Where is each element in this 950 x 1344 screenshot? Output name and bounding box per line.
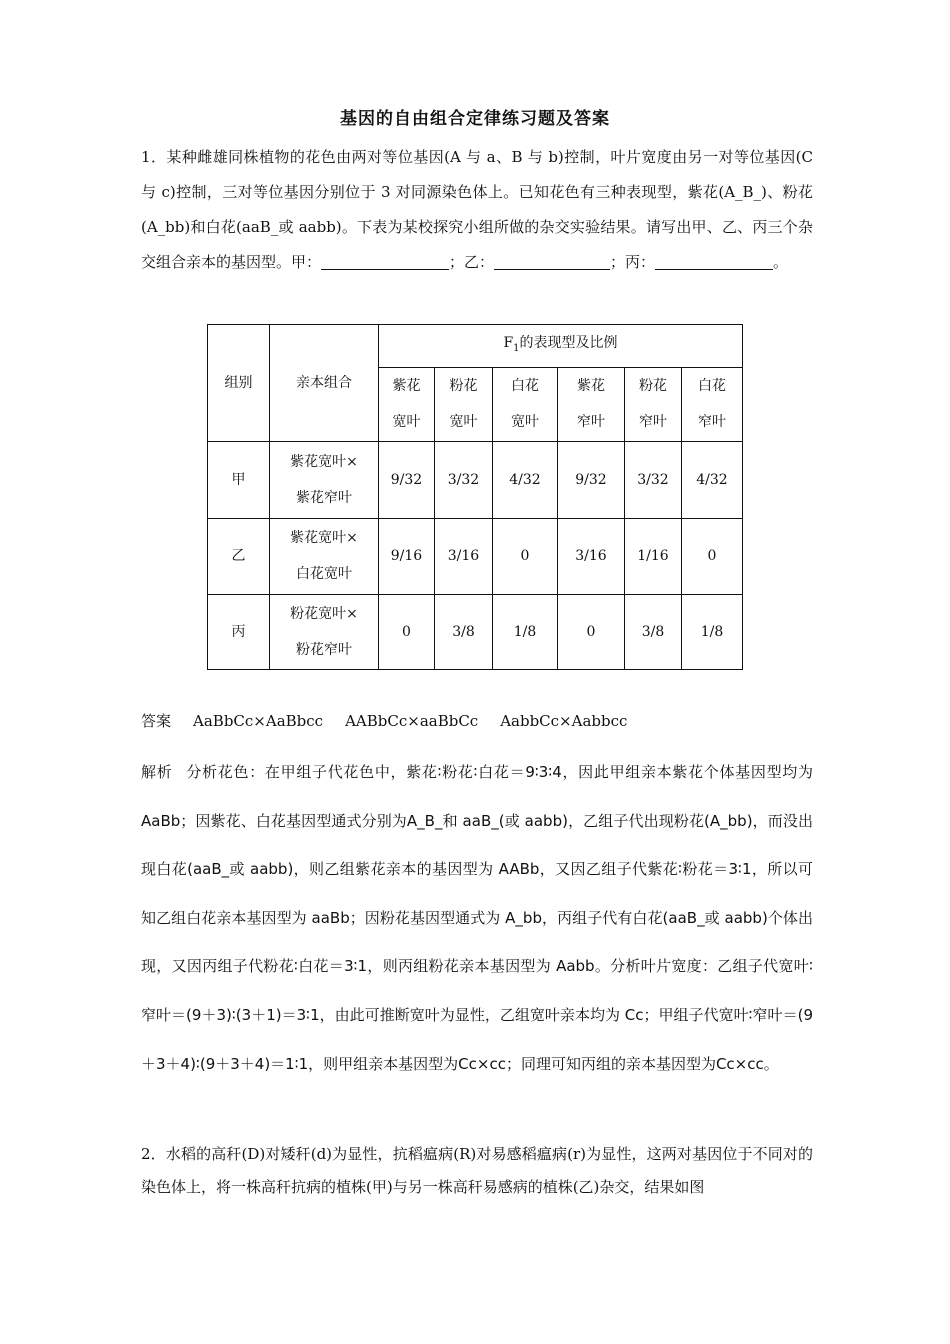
ratio-cell: 1/16: [625, 518, 682, 594]
question-1: [141, 140, 813, 280]
blank-jia[interactable]: [321, 251, 449, 270]
ratio-cell: 0: [682, 518, 743, 594]
ratio-cell: 9/16: [379, 518, 435, 594]
question-1-sep2: ；丙：: [610, 253, 656, 271]
group-cell: 丙: [208, 594, 270, 669]
ratio-cell: 9/32: [558, 441, 625, 518]
phenotype-header: 粉花 窄叶: [625, 367, 682, 441]
ratio-cell: 3/8: [625, 594, 682, 669]
table-row: [208, 594, 743, 669]
table-row: [208, 518, 743, 594]
phenotype-header: 紫花 宽叶: [379, 367, 435, 441]
blank-yi[interactable]: [494, 251, 610, 270]
phenotype-header: 白花 窄叶: [682, 367, 743, 441]
parents-cell: 粉花宽叶× 粉花窄叶: [270, 594, 379, 669]
question-1-end: 。: [773, 253, 789, 271]
parents-cell: 紫花宽叶× 紫花窄叶: [270, 441, 379, 518]
ratio-cell: 9/32: [379, 441, 435, 518]
ratio-cell: 4/32: [493, 441, 558, 518]
ratio-cell: 0: [379, 594, 435, 669]
answer-label: 答案: [141, 712, 172, 730]
group-cell: 甲: [208, 441, 270, 518]
phenotype-header: 紫花 窄叶: [558, 367, 625, 441]
ratio-cell: 3/16: [558, 518, 625, 594]
question-1-sep1: ；乙：: [449, 253, 495, 271]
analysis-text: 分析花色：在甲组子代花色中，紫花∶粉花∶白花＝9∶3∶4，因此甲组亲本紫花个体基因型均为 AaBb；因紫花、白花基因型通式分别为A_B_和 aaB_(或 aabb)，乙组子代出现粉花(A_bb)，而没出现白花(aaB_或 aabb)，则乙组紫花亲本的基因型为 AABb，又因乙组子代紫花∶粉花＝3∶1，所以可知乙组白花亲本基因型为 aaBb；因粉花基因型通式为 A_bb，丙组子代有白花(aaB_或 aabb)个体出现，又因丙组子代粉花∶白花＝3∶1，则丙组粉花亲本基因型为 Aabb。分析叶片宽度：乙组子代宽叶∶窄叶＝(9＋3)∶(3＋1)＝3∶1，由此可推断宽叶为显性，乙组宽叶亲本均为 Cc；甲组子代宽叶∶窄叶＝(9＋3＋4)∶(9＋3＋4)＝1∶1，则甲组亲本基因型为Cc×cc；同理可知丙组的亲本基因型为Cc×cc。: [141, 763, 813, 1073]
ratio-cell: 0: [558, 594, 625, 669]
blank-bing[interactable]: [655, 251, 773, 270]
header-group: 组别: [208, 325, 270, 442]
table-row: [208, 441, 743, 518]
answer-item: AABbCc×aaBbCc: [345, 712, 479, 730]
ratio-cell: 1/8: [493, 594, 558, 669]
question-1-text: 1．某种雌雄同株植物的花色由两对等位基因(A 与 a、B 与 b)控制，叶片宽度由另一对等位基因(C 与 c)控制，三对等位基因分别位于 3 对同源染色体上。已知花色有三种表现型，紫花(A_B_)、粉花(A_bb)和白花(aaB_或 aabb)。下表为某校探究小组所做的杂交实验结果。请写出甲、乙、丙三个杂交组合亲本的基因型。甲：: [141, 148, 813, 271]
cross-results-table: [207, 324, 743, 670]
question-2: 2．水稻的高秆(D)对矮秆(d)为显性，抗稻瘟病(R)对易感稻瘟病(r)为显性，这两对基因位于不同对的染色体上，将一株高秆抗病的植株(甲)与另一株高秆易感病的植株(乙)杂交，结果如图: [141, 1145, 813, 1196]
answer-line: [141, 706, 627, 736]
phenotype-header: 粉花 宽叶: [435, 367, 493, 441]
answer-item: AabbCc×Aabbcc: [500, 712, 628, 730]
ratio-cell: 0: [493, 518, 558, 594]
phenotype-header: 白花 宽叶: [493, 367, 558, 441]
group-cell: 乙: [208, 518, 270, 594]
page-title: 基因的自由组合定律练习题及答案: [340, 109, 610, 129]
analysis-label: 解析: [141, 763, 173, 781]
parents-cell: 紫花宽叶× 白花宽叶: [270, 518, 379, 594]
ratio-cell: 1/8: [682, 594, 743, 669]
ratio-cell: 3/32: [625, 441, 682, 518]
ratio-cell: 3/8: [435, 594, 493, 669]
analysis-paragraph: [141, 748, 813, 1088]
ratio-cell: 4/32: [682, 441, 743, 518]
ratio-cell: 3/32: [435, 441, 493, 518]
answer-item: AaBbCc×AaBbcc: [193, 712, 324, 730]
header-parents: 亲本组合: [270, 325, 379, 442]
header-f1: $F_1$的表现型及比例: [379, 325, 743, 368]
ratio-cell: 3/16: [435, 518, 493, 594]
